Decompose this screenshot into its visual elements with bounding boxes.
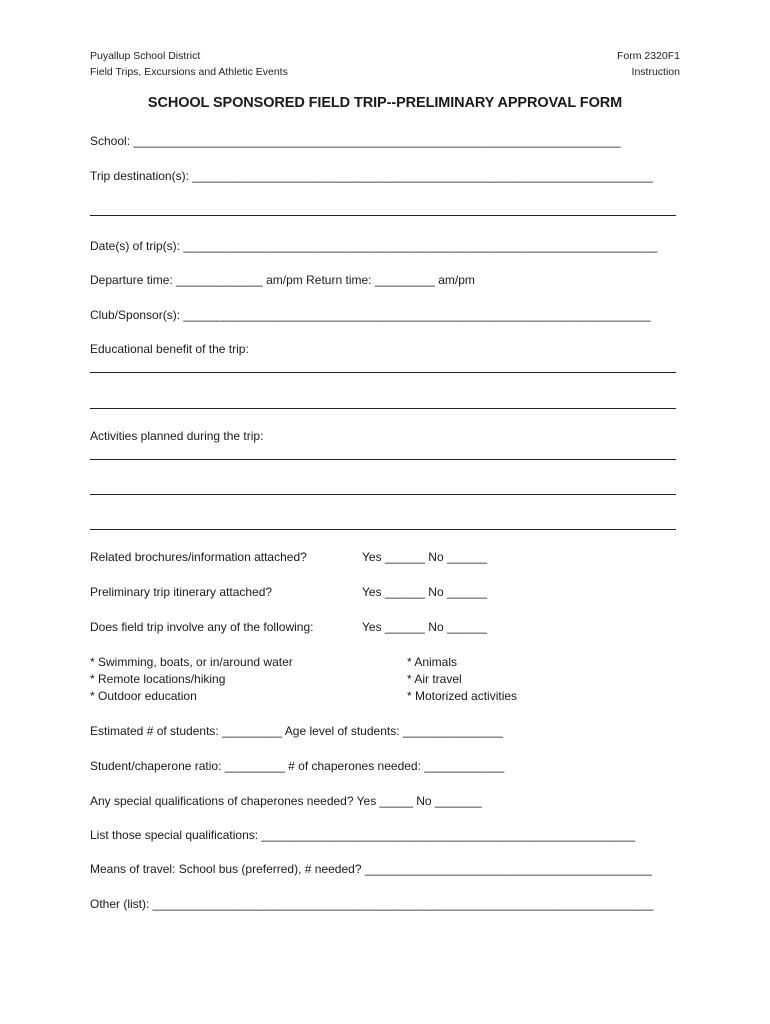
- qualifications-needed-field[interactable]: Any special qualifications of chaperones needed? Yes _____ No _______: [90, 794, 482, 808]
- trip-dates-field[interactable]: Date(s) of trip(s): _______________________________________________________________________: [90, 239, 658, 253]
- educational-benefit-line-1[interactable]: [90, 372, 676, 373]
- header-left: [90, 48, 288, 80]
- club-sponsor-field[interactable]: Club/Sponsor(s): ______________________________________________________________________: [90, 308, 651, 322]
- involvement-list-left: [90, 654, 293, 705]
- header-subtitle: Field Trips, Excursions and Athletic Events: [90, 66, 288, 78]
- trip-destination-line-2[interactable]: [90, 215, 676, 216]
- list-item: * Outdoor education: [90, 689, 197, 703]
- means-of-travel-field[interactable]: Means of travel: School bus (preferred), # needed? ___________________________________________: [90, 862, 652, 876]
- other-field[interactable]: Other (list): ___________________________________________________________________________: [90, 897, 654, 911]
- chaperone-ratio-field[interactable]: Student/chaperone ratio: _________ # of chaperones needed: ____________: [90, 759, 505, 773]
- activities-line-2[interactable]: [90, 494, 676, 495]
- involvement-question: Does field trip involve any of the following:: [90, 620, 314, 634]
- list-item: * Motorized activities: [407, 689, 518, 703]
- school-field[interactable]: School: _________________________________________________________________________: [90, 134, 621, 148]
- itinerary-question: Preliminary trip itinerary attached?: [90, 585, 273, 599]
- activities-line-1[interactable]: [90, 459, 676, 460]
- educational-benefit-label: Educational benefit of the trip:: [90, 342, 249, 356]
- list-item: * Animals: [407, 655, 458, 669]
- activities-line-3[interactable]: [90, 529, 676, 530]
- itinerary-yes-no[interactable]: Yes ______ No ______: [362, 585, 488, 599]
- form-title: SCHOOL SPONSORED FIELD TRIP--PRELIMINARY APPROVAL FORM: [147, 95, 623, 111]
- list-qualifications-field[interactable]: List those special qualifications: ________________________________________________________: [90, 828, 636, 842]
- list-item: * Swimming, boats, or in/around water: [90, 655, 293, 669]
- departure-return-field[interactable]: Departure time: _____________ am/pm Return time: _________ am/pm: [90, 273, 475, 287]
- students-field[interactable]: Estimated # of students: _________ Age level of students: _______________: [90, 724, 503, 738]
- brochures-yes-no[interactable]: Yes ______ No ______: [362, 550, 488, 564]
- form-type: Instruction: [631, 66, 680, 78]
- list-item: * Remote locations/hiking: [90, 672, 226, 686]
- list-item: * Air travel: [407, 672, 462, 686]
- header-right: [617, 48, 680, 80]
- district-name: Puyallup School District: [90, 50, 201, 62]
- form-number: Form 2320F1: [616, 50, 680, 62]
- involvement-yes-no[interactable]: Yes ______ No ______: [362, 620, 488, 634]
- trip-destination-field[interactable]: Trip destination(s): _____________________________________________________________________: [90, 169, 653, 183]
- educational-benefit-line-2[interactable]: [90, 408, 676, 409]
- brochures-question: Related brochures/information attached?: [90, 550, 307, 564]
- activities-planned-label: Activities planned during the trip:: [90, 429, 264, 443]
- involvement-list-right: [407, 654, 517, 705]
